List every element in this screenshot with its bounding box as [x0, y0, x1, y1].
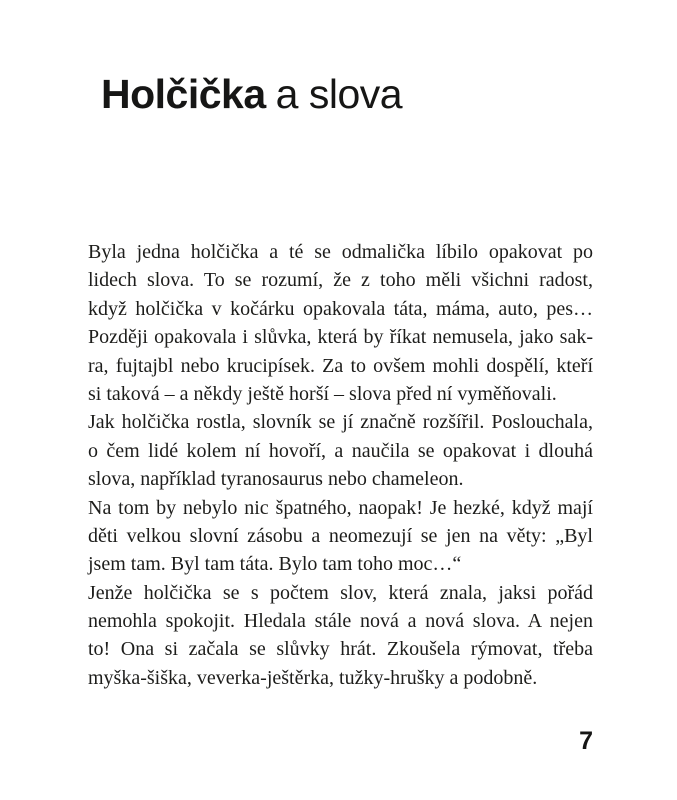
- body-text-line: Jak holčička rostla, slovník se jí značně rozšířil. Poslouchala,: [88, 411, 593, 434]
- body-text-line: slova, například tyranosaurus nebo chameleon.: [88, 468, 464, 491]
- body-text-line: nemohla spokojit. Hledala stále nová a nová slova. A nejen: [88, 610, 593, 633]
- page-number: 7: [579, 727, 593, 755]
- body-text-line: Později opakovala i slůvka, která by říkat nemusela, jako sak-: [88, 326, 593, 349]
- body-text-line: Na tom by nebylo nic špatného, naopak! Je hezké, když mají: [88, 496, 593, 519]
- chapter-title-bold: Holčička: [101, 71, 266, 117]
- body-text-line: když holčička v kočárku opakovala táta, máma, auto, pes…: [88, 297, 593, 320]
- body-text-line: ra, fujtajbl nebo krucipísek. Za to ovšem mohli dospělí, kteří: [88, 354, 593, 377]
- chapter-title-regular: a slova: [275, 71, 403, 117]
- body-text: [88, 238, 593, 692]
- body-text-line: o čem lidé kolem ní hovoří, a naučila se opakovat i dlouhá: [88, 439, 593, 462]
- body-text-line: lidech slova. To se rozumí, že z toho měli všichni radost,: [88, 269, 593, 292]
- body-text-line: jsem tam. Byl tam táta. Bylo tam toho moc…“: [88, 553, 462, 576]
- body-text-line: si taková – a někdy ještě horší – slova před ní vyměňovali.: [88, 382, 557, 405]
- body-text-line: děti velkou slovní zásobu a neomezují se jen na věty: „Byl: [88, 524, 593, 547]
- chapter-title: [101, 71, 403, 117]
- body-text-line: Byla jedna holčička a té se odmalička líbilo opakovat po: [88, 241, 593, 263]
- body-text-line: to! Ona si začala se slůvky hrát. Zkoušela rýmovat, třeba: [88, 638, 593, 661]
- body-text-line: myška-šiška, veverka-ještěrka, tužky-hrušky a podobně.: [88, 666, 538, 689]
- body-text-line: Jenže holčička se s počtem slov, která znala, jaksi pořád: [88, 581, 593, 604]
